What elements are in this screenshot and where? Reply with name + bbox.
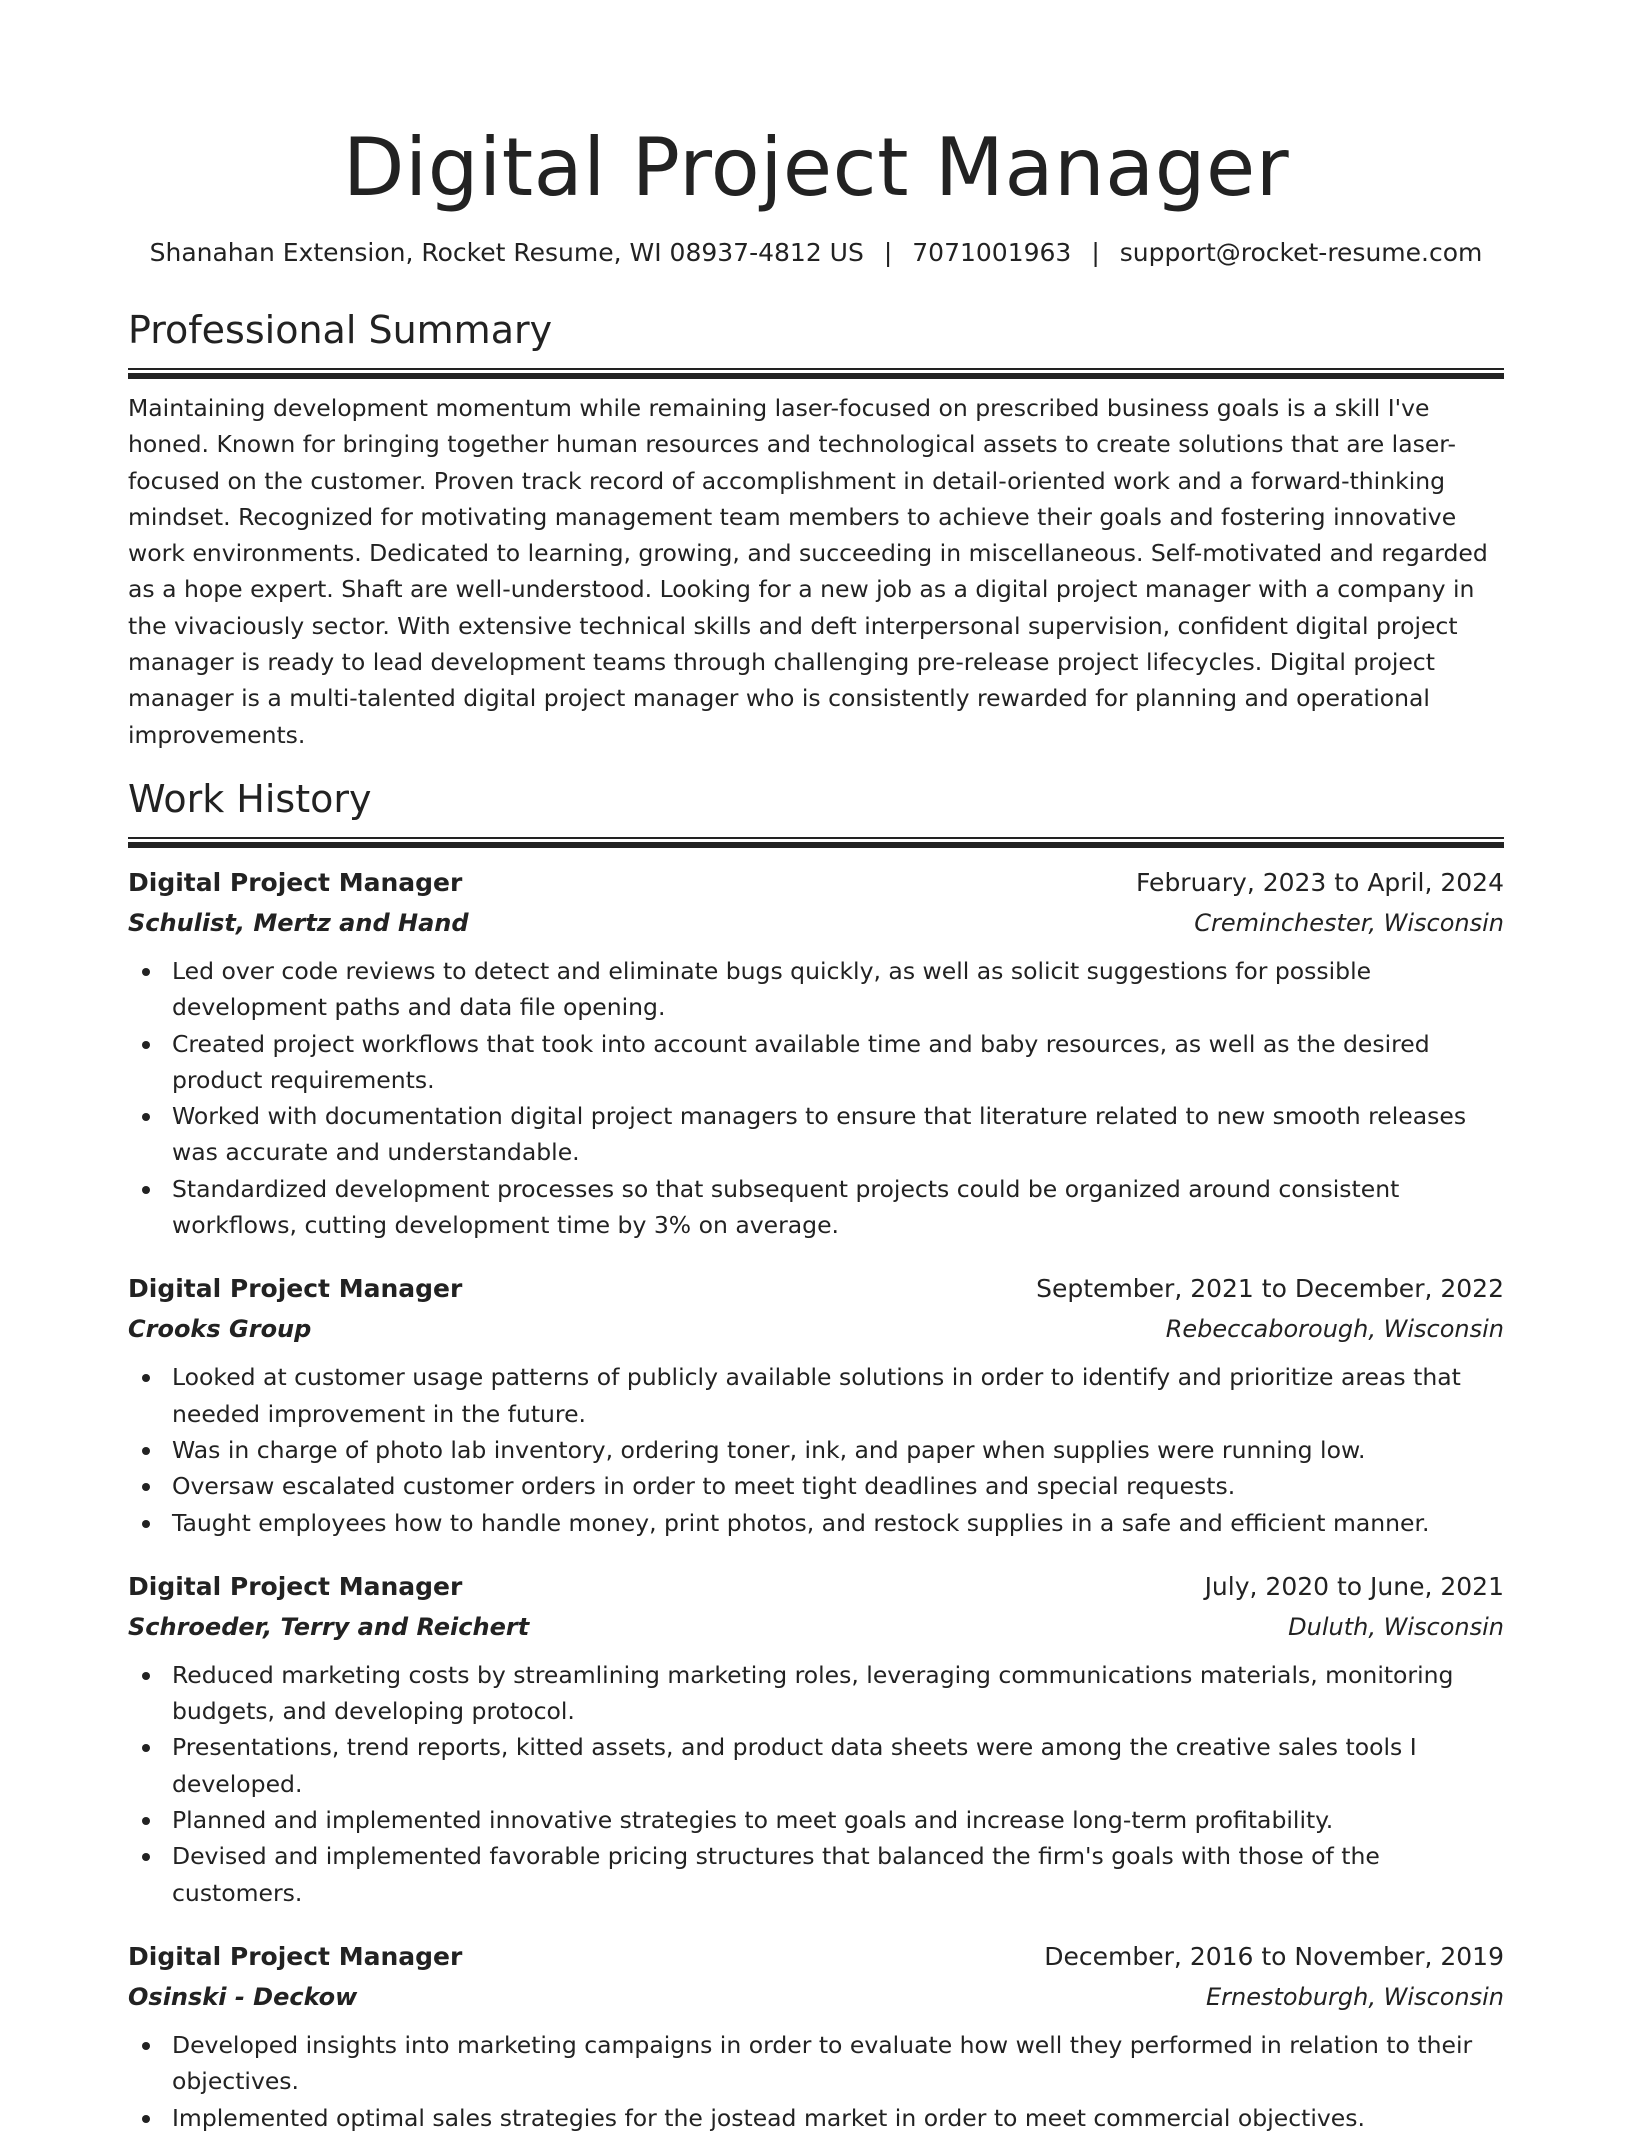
job-bullet (128, 1838, 1504, 1911)
job-location: Ernestoburgh, Wisconsin (1206, 1982, 1504, 2011)
job-company: Schroeder, Terry and Reichert (128, 1612, 530, 1641)
section-divider (128, 837, 1504, 847)
job-bullet (128, 2027, 1504, 2100)
job-list (128, 863, 1504, 2136)
job-company-row (128, 1607, 1504, 1647)
job-company-row (128, 1977, 1504, 2017)
job-bullet (128, 1657, 1504, 1730)
job-bullet (128, 2100, 1504, 2136)
job-bullet-text: Taught employees how to handle money, print photos, and restock supplies in a safe and efficient manner. (172, 1508, 1430, 1537)
job-title: Digital Project Manager (128, 867, 463, 897)
job-header-row (128, 1567, 1504, 1607)
contact-address: Shanahan Extension, Rocket Resume, WI 08937-4812 US (149, 238, 864, 267)
job-bullet (128, 1026, 1504, 1099)
divider-thick-line (128, 373, 1504, 379)
job-location: Rebeccaborough, Wisconsin (1165, 1315, 1504, 1344)
summary-section (128, 304, 1504, 753)
job-entry (128, 1567, 1504, 1911)
summary-heading: Professional Summary (128, 308, 553, 352)
contact-separator: | (1091, 238, 1100, 267)
job-header-row (128, 1937, 1504, 1977)
work-history-section (128, 773, 1504, 2136)
job-bullet-text: Implemented optimal sales strategies for the jostead market in order to meet commercial objectives. (172, 2103, 1365, 2132)
bullet-dot-icon (142, 1672, 150, 1680)
job-dates: July, 2020 to June, 2021 (1204, 1571, 1504, 1601)
job-location: Duluth, Wisconsin (1288, 1612, 1504, 1641)
job-entry (128, 863, 1504, 1243)
job-title: Digital Project Manager (128, 1941, 463, 1971)
resume-page (128, 0, 1504, 2136)
job-bullet (128, 1729, 1504, 1802)
bullet-dot-icon (142, 1186, 150, 1194)
job-bullet-text: Worked with documentation digital project managers to ensure that literature related to new smooth releases was accurate and understandable. (172, 1102, 1467, 1167)
bullet-dot-icon (142, 1744, 150, 1752)
job-entry (128, 1937, 1504, 2136)
job-bullet (128, 1432, 1504, 1468)
job-entry (128, 1269, 1504, 1540)
job-location: Creminchester, Wisconsin (1194, 908, 1504, 937)
job-bullet (128, 1171, 1504, 1244)
bullet-dot-icon (142, 1853, 150, 1861)
job-bullet (128, 953, 1504, 1026)
job-bullet-text: Reduced marketing costs by streamlining marketing roles, leveraging communications materials, monitoring budgets, and developing protocol. (172, 1660, 1454, 1726)
job-title: Digital Project Manager (128, 1571, 463, 1601)
work-history-heading: Work History (128, 776, 372, 821)
job-bullet-text: Looked at customer usage patterns of publicly available solutions in order to identify and prioritize areas that needed improvement in the future. (172, 1363, 1461, 1428)
job-bullet-text: Was in charge of photo lab inventory, ordering toner, ink, and paper when supplies were running low. (172, 1435, 1366, 1464)
contact-line (128, 236, 1504, 270)
job-dates: December, 2016 to November, 2019 (1044, 1941, 1504, 1971)
bullet-dot-icon (142, 1520, 150, 1528)
job-bullet-text: Led over code reviews to detect and eliminate bugs quickly, as well as solicit suggestions for possible development paths and data file opening. (172, 956, 1372, 1022)
job-header-row (128, 1269, 1504, 1309)
contact-phone: 7071001963 (912, 238, 1072, 267)
bullet-dot-icon (142, 2115, 150, 2123)
bullet-dot-icon (142, 2042, 150, 2050)
job-header-row (128, 863, 1504, 903)
job-bullet-text: Developed insights into marketing campaigns in order to evaluate how well they performed in relation to their objectives. (172, 2030, 1473, 2096)
job-bullet-list (128, 953, 1504, 1243)
bullet-dot-icon (142, 1113, 150, 1121)
job-bullet-list (128, 2027, 1504, 2136)
job-bullet-text: Created project workflows that took into account available time and baby resources, as well as the desired product requirements. (172, 1029, 1430, 1094)
job-bullet-text: Presentations, trend reports, kitted assets, and product data sheets were among the creative sales tools I developed. (172, 1733, 1417, 1798)
job-company: Osinski - Deckow (128, 1982, 358, 2011)
job-bullet (128, 1505, 1504, 1541)
bullet-dot-icon (142, 1447, 150, 1455)
summary-text: Maintaining development momentum while remaining laser-focused on prescribed business goals is a skill I've honed. Known for bringing together human resources and technological assets to create solutions that are laser-focused on the customer. Proven track record of accomplishment in detail-oriented work and a forward-thinking mindset. Recognized for motivating management team members to achieve their goals and fostering innovative work environments. Dedicated to learning, growing, and succeeding in miscellaneous. Self-motivated and regarded as a hope expert. Shaft are well-understood. Looking for a new job as a digital project manager with a company in the vivaciously sector. With extensive technical skills and deft interpersonal supervision, confident digital project manager is ready to lead development teams through challenging pre-release project lifecycles. Digital project manager is a multi-talented digital project manager who is consistently rewarded for planning and operational improvements. (128, 394, 1488, 749)
job-bullet-text: Oversaw escalated customer orders in order to meet tight deadlines and special requests. (172, 1472, 1236, 1501)
job-bullet (128, 1468, 1504, 1504)
bullet-dot-icon (142, 1041, 150, 1049)
job-bullet (128, 1359, 1504, 1432)
divider-thin-line (128, 368, 1504, 370)
job-bullet-text: Devised and implemented favorable pricing structures that balanced the firm's goals with those of the customers. (172, 1842, 1380, 1907)
job-company: Crooks Group (128, 1315, 312, 1344)
job-bullet (128, 1098, 1504, 1171)
section-divider (128, 368, 1504, 378)
job-title: Digital Project Manager (128, 1274, 463, 1304)
resume-name: Digital Project Manager (342, 121, 1290, 214)
job-bullet-text: Standardized development processes so that subsequent projects could be organized around consistent workflows, cutting development time by 3% on average. (172, 1174, 1400, 1240)
job-bullet-list (128, 1657, 1504, 1911)
job-company-row (128, 1309, 1504, 1349)
bullet-dot-icon (142, 1374, 150, 1382)
contact-email: support@rocket-resume.com (1119, 238, 1483, 267)
bullet-dot-icon (142, 968, 150, 976)
job-company: Schulist, Mertz and Hand (128, 908, 469, 937)
divider-thick-line (128, 842, 1504, 848)
contact-separator: | (883, 238, 893, 267)
job-company-row (128, 903, 1504, 943)
bullet-dot-icon (142, 1817, 150, 1825)
bullet-dot-icon (142, 1483, 150, 1491)
job-dates: September, 2021 to December, 2022 (1036, 1274, 1504, 1304)
job-bullet-list (128, 1359, 1504, 1540)
job-bullet (128, 1802, 1504, 1838)
job-bullet-text: Planned and implemented innovative strategies to meet goals and increase long-term profitability. (172, 1806, 1334, 1835)
divider-thin-line (128, 837, 1504, 839)
job-dates: February, 2023 to April, 2024 (1136, 867, 1504, 897)
